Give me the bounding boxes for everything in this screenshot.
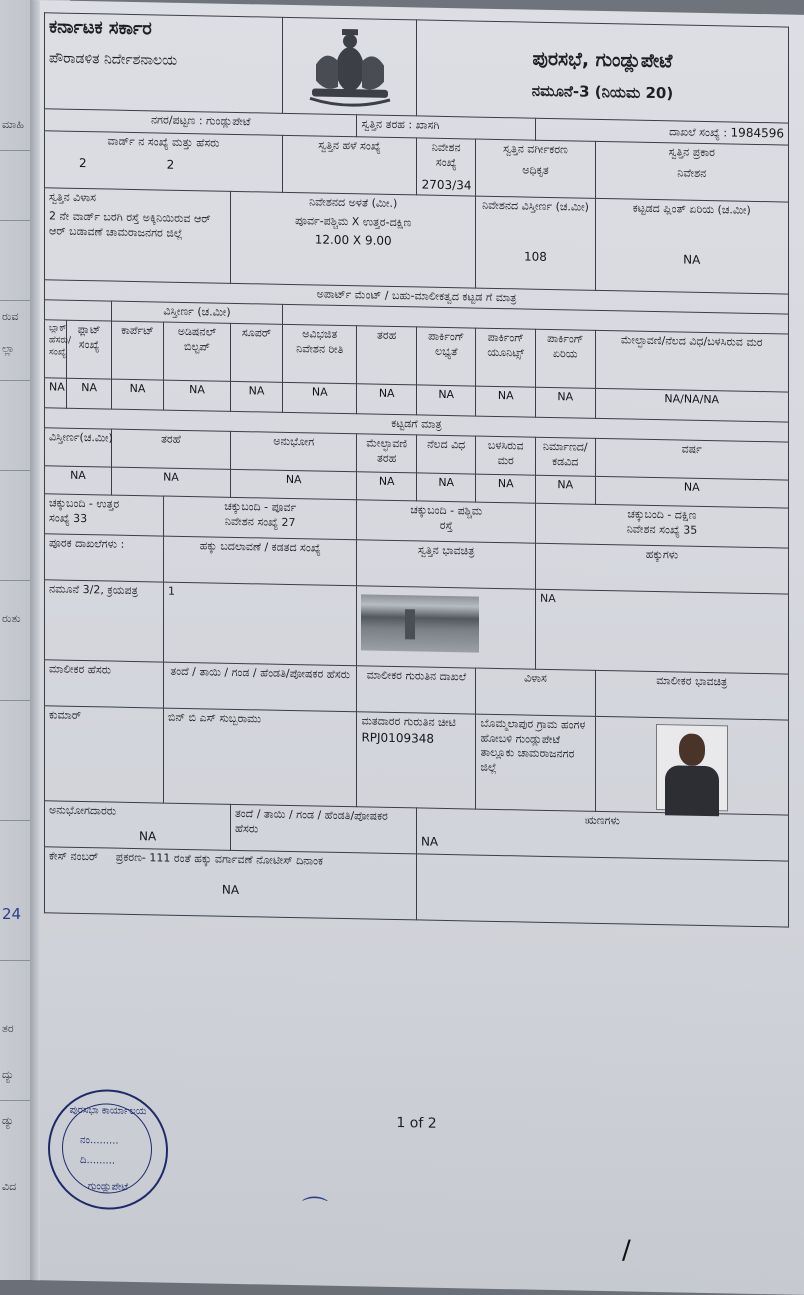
- loans-value: NA: [420, 834, 439, 849]
- plinth-label: ಕಟ್ಟಡದ ಪ್ಲಿಂತ್ ಏರಿಯ (ಚ.ಮೀ): [632, 201, 751, 217]
- seal-top-text: ಪುರಸಭಾ ಕಾರ್ಯಾಲಯ: [69, 1104, 147, 1118]
- owner-value-row: [45, 705, 789, 814]
- building-value: NA: [476, 474, 536, 503]
- photo-body: [665, 765, 719, 816]
- ward-name: 2: [166, 157, 175, 172]
- page-edge: [30, 0, 40, 1280]
- classification-label: ಸ್ವತ್ತಿನ ವರ್ಗೀಕರಣ: [503, 142, 568, 157]
- area-cell: [476, 196, 595, 290]
- apartment-header: ಸೂಪರ್: [230, 323, 282, 382]
- occupant-relation-cell: ತಂದೆ / ತಾಯಿ / ಗಂಡ / ಹೆಂಡತಿ/ಪೋಷಕರ ಹೆಸರು: [230, 804, 416, 854]
- notice-value: NA: [221, 882, 240, 897]
- municipality-name: ಪುರಸಭೆ, ಗುಂಡ್ಲುಪೇಟೆ: [532, 47, 673, 73]
- property-photo: [361, 594, 479, 652]
- building-value: NA: [357, 471, 417, 500]
- photo-figure: [405, 609, 415, 639]
- boundary-east-value: ನಿವೇಶನ ಸಂಖ್ಯೆ 27: [224, 514, 296, 529]
- page-number: 1 of 2: [396, 1115, 437, 1132]
- address-cell: [45, 188, 231, 284]
- dimension-label: ನಿವೇಶನದ ಅಳತೆ (ಮೀ.): [309, 195, 398, 210]
- department-name: ಪೌರಾಡಳಿತ ನಿರ್ದೇಶನಾಲಯ: [49, 50, 178, 70]
- address-value: 2 ನೇ ವಾರ್ಡ್ ಬರಗಿ ರಸ್ತೆ ಅಕ್ಕಿನಿಯಿರುವ ಆರ್ ಆರ್ ಬಡಾವಣೆ ಚಾಮರಾಜನಗರ ಜಿಲ್ಲೆ: [49, 209, 211, 240]
- ward-number: 2: [79, 155, 87, 170]
- owner-photo-cell: [595, 716, 789, 815]
- apartment-header: ಫ್ಲಾಟ್ ಸಂಖ್ಯೆ: [67, 320, 112, 379]
- header-right-cell: [416, 20, 788, 123]
- form-number: ನಮೂನೆ-3 (ನಿಯಮ 20): [531, 81, 674, 102]
- site-number-cell: [416, 138, 476, 196]
- address-label: ಸ್ವತ್ತಿನ ವಿಳಾಸ: [49, 190, 96, 205]
- plinth-value: NA: [683, 252, 701, 267]
- owner-id-label-cell: ಮಾಲೀಕರ ಗುರುತಿನ ದಾಖಲೆ: [357, 665, 476, 713]
- boundary-east-cell: [164, 496, 357, 540]
- form-3-document: [44, 12, 789, 1266]
- dimension-cell: [230, 191, 476, 288]
- seal-bottom-text: ಗುಂಡ್ಲುಪೇಟೆ: [87, 1181, 129, 1193]
- ward-cell: [45, 131, 283, 192]
- apartment-header: ಅಡಿಷನಲ್ ಬಿಲ್ಟಪ್: [164, 322, 231, 381]
- seal-date-line: ದಿ.........: [80, 1154, 116, 1167]
- occupant-label: ಅನುಭೋಗದಾರರು: [49, 803, 117, 818]
- boundary-west-cell: [357, 499, 536, 542]
- underlying-ink-number: 24: [2, 905, 22, 923]
- building-header: ನೆಲದ ವಿಧ: [416, 435, 476, 474]
- classification-cell: [476, 139, 595, 198]
- documents-label-cell: ಪೂರಕ ದಾಖಲೆಗಳು :: [45, 533, 164, 581]
- document-page: [30, 0, 804, 1295]
- underlying-text: ಮಾಹಿ: [2, 118, 24, 131]
- owner-name-cell: ಕುಮಾರ್: [45, 705, 164, 802]
- building-header: ಮೇಲ್ಛಾವಣಿ ತರಹ: [357, 433, 417, 472]
- ward-values: [49, 154, 278, 175]
- apartment-header: ಮೇಲ್ಛಾವಣಿ/ನೆಲದ ವಿಧ/ಬಳಸಿರುವ ಮರ: [595, 330, 789, 392]
- building-value: NA: [45, 465, 112, 494]
- document-value-cell: ನಮೂನೆ 3/2, ಕ್ರಯಪತ್ರ: [45, 579, 164, 661]
- owner-relation-cell: ಬಿನ್ ಬಿ ಎಸ್ ಸುಬ್ಬರಾಮು: [164, 708, 357, 807]
- owner-photo-label-cell: ಮಾಲೀಕರ ಭಾವಚಿತ್ರ: [595, 670, 789, 720]
- loans-cell: [416, 808, 788, 861]
- building-value: NA: [230, 469, 356, 499]
- notice-prefix: ಕೇಸ್ ನಂಬರ್: [49, 849, 99, 864]
- apartment-value: NA: [230, 381, 282, 412]
- site-number-value: 2703/34: [421, 177, 472, 193]
- apartment-area-group: ವಿಸ್ತೀರ್ಣ (ಚ.ಮೀ): [111, 301, 282, 324]
- state-emblem-icon: [287, 20, 412, 112]
- building-section-title: ಕಟ್ಟಡಗೆ ಮಾತ್ರ: [45, 407, 789, 441]
- property-photo-cell: [357, 585, 536, 668]
- underlying-text: ದ್ಯು: [2, 1068, 15, 1081]
- notice-cell: [45, 846, 417, 919]
- emblem-cell: [283, 17, 417, 116]
- boundary-west-value: ರಸ್ತೆ: [439, 518, 453, 532]
- owner-relation-label-cell: ತಂದೆ / ತಾಯಿ / ಗಂಡ / ಹೆಂಡತಿ/ಪೋಷಕರ ಹೆಸರು: [164, 662, 357, 712]
- owner-id-type: ಮತದಾರರ ಗುರುತಿನ ಚೀಟಿ: [361, 714, 456, 729]
- notice-row: [45, 846, 789, 926]
- underlying-text: ವಿದ: [2, 1180, 17, 1193]
- apartment-header: ಅವಿಭಜಿತ ನಿವೇಶನ ರೀತಿ: [283, 324, 357, 383]
- boundary-north-cell: [45, 493, 164, 535]
- apartment-header: ಬ್ಲಾಕ್ ಹೆಸರು/ ಸಂಖ್ಯೆ: [45, 319, 67, 377]
- pen-stroke-icon: /: [622, 1235, 631, 1266]
- header-row: [45, 13, 789, 123]
- notice-empty-cell: [416, 854, 788, 927]
- boundary-east-label: ಚಕ್ಕುಬಂದಿ - ಪೂರ್ವ: [224, 499, 297, 514]
- area-value: 108: [524, 249, 547, 264]
- apartment-section-title: ಅಪಾರ್ಟ್ ಮೆಂಟ್ / ಬಹು-ಮಾಲೀಕತ್ವದ ಕಟ್ಟಡ ಗೆ ಮಾತ್ರ: [45, 280, 789, 314]
- dimension-value: 12.00 X 9.00: [314, 232, 392, 248]
- underlying-text: ಡ್ಯು: [2, 1114, 15, 1127]
- apartment-value: NA: [357, 383, 417, 414]
- owner-id-cell: [357, 711, 476, 808]
- dimension-axis-text: ಪೂರ್ವ-ಪಶ್ಚಿಮ X ಉತ್ತರ-ದಕ್ಷಿಣ: [295, 213, 412, 230]
- owner-name-label-cell: ಮಾಲೀಕರ ಹೆಸರು: [45, 659, 164, 707]
- underlying-text: ರುವ: [2, 310, 19, 323]
- record-number-label: ದಾಖಲೆ ಸಂಖ್ಯೆ :: [669, 125, 728, 140]
- owner-address-label-cell: ವಿಳಾಸ: [476, 668, 595, 716]
- boundary-north-value: ಸಂಖ್ಯೆ 33: [49, 510, 88, 525]
- apartment-value: NA: [416, 385, 476, 416]
- municipal-seal: [48, 1088, 168, 1210]
- notice-label-line: [49, 849, 412, 871]
- apartment-value: NA: [476, 386, 536, 417]
- loans-label: ಋಣಗಳು: [585, 813, 620, 828]
- boundary-north-label: ಚಕ್ಕುಬಂದಿ - ಉತ್ತರ: [49, 496, 120, 511]
- rights-value-cell: NA: [535, 589, 788, 674]
- ward-label: ವಾರ್ಡ್ ನ ಸಂಖ್ಯೆ ಮತ್ತು ಹೆಸರು: [107, 134, 220, 150]
- building-value: NA: [111, 467, 230, 497]
- property-type-cell: ಸ್ವತ್ತಿನ ತರಹ : ಖಾಸಗಿ: [357, 115, 536, 140]
- apartment-value: NA: [111, 379, 163, 410]
- building-header: ನಿರ್ಮಾಣದ/ ಕಡವಿದ: [535, 437, 595, 476]
- apartment-header: ತರಹ: [357, 325, 417, 384]
- boundary-south-label: ಚಕ್ಕುಬಂದಿ - ದಕ್ಷಿಣ: [627, 507, 697, 522]
- notice-label: ಪ್ರಕರಣ- 111 ರಂತೆ ಹಕ್ಕು ವರ್ಗಾವಣೆ ನೋಟೀಸ್ ದಿನಾಂಕ: [115, 850, 323, 868]
- header-left-cell: [45, 13, 283, 114]
- boundary-west-label: ಚಕ್ಕುಬಂದಿ - ಪಶ್ಚಿಮ: [410, 503, 483, 518]
- apartment-value: NA/NA/NA: [595, 388, 789, 422]
- form-table: [44, 12, 789, 927]
- rights-label-cell: ಹಕ್ಕುಗಳು: [535, 543, 788, 594]
- apartment-value: NA: [45, 377, 67, 407]
- boundary-south-cell: [535, 503, 788, 548]
- building-header: ಬಳಸಿರುವ ಮರ: [476, 436, 536, 475]
- underlying-text: ಲ್ಲಾ: [2, 342, 15, 355]
- apartment-value: NA: [283, 382, 357, 413]
- ink-mark-icon: ⌒: [302, 1195, 329, 1226]
- kind-cell: [595, 141, 789, 202]
- government-name: ಕರ್ನಾಟಕ ಸರ್ಕಾರ: [49, 16, 152, 40]
- underlying-text: ರುತು: [2, 612, 21, 625]
- apartment-value: NA: [535, 387, 595, 418]
- owner-id-number: RPJ0109348: [361, 729, 434, 746]
- boundary-south-value: ನಿವೇಶನ ಸಂಖ್ಯೆ 35: [626, 522, 698, 537]
- building-value: NA: [595, 476, 789, 508]
- apartment-header: ಪಾರ್ಕಿಂಗ್ ಏರಿಯ: [535, 329, 595, 388]
- owner-photo: [656, 724, 728, 811]
- apartment-value: NA: [67, 378, 112, 409]
- building-value: NA: [416, 473, 476, 502]
- record-number-value: 1984596: [730, 125, 784, 141]
- apartment-empty-cell: [45, 300, 112, 321]
- transfer-value-cell: 1: [164, 582, 357, 666]
- apartment-header: ಪಾರ್ಕಿಂಗ್ ಯೂನಿಟ್ಸ್: [476, 328, 536, 387]
- apartment-value: NA: [164, 380, 231, 411]
- apartment-header: ಕಾರ್ಪೆಟ್: [111, 321, 163, 380]
- building-header: ಅನುಭೋಗ: [230, 431, 356, 471]
- old-number-cell: ಸ್ವತ್ತಿನ ಹಳೆ ಸಂಖ್ಯೆ: [283, 135, 417, 194]
- plinth-cell: [595, 198, 789, 294]
- building-header: ವರ್ಷ: [595, 438, 789, 480]
- seal-number-line: ನಂ.........: [80, 1134, 119, 1147]
- classification-value: ಅಧಿಕೃತ: [522, 163, 549, 177]
- owner-address-cell: ಬೊಮ್ಮಲಾಪುರ ಗ್ರಾಮ ಹಂಗಳ ಹೋಬಳಿ ಗುಂಡ್ಲುಪೇಟೆ ತಾಲ್ಲೂಕು ಚಾಮರಾಜನಗರ ಜಿಲ್ಲೆ: [476, 714, 595, 811]
- property-photo-label-cell: ಸ್ವತ್ತಿನ ಭಾವಚಿತ್ರ: [357, 539, 536, 588]
- kind-label: ಸ್ವತ್ತಿನ ಪ್ರಕಾರ: [668, 145, 715, 160]
- apartment-header: ಪಾರ್ಕಿಂಗ್ ಲಭ್ಯತೆ: [416, 327, 476, 386]
- building-value: NA: [535, 475, 595, 504]
- transfer-label-cell: ಹಕ್ಕು ಬದಲಾವಣೆ / ಕಡತದ ಸಂಖ್ಯೆ: [164, 536, 357, 586]
- building-header: ತರಹೆ: [111, 429, 230, 469]
- occupant-value: NA: [139, 828, 157, 843]
- occupant-cell: [45, 800, 231, 850]
- underlying-text: ತರ: [2, 1022, 14, 1035]
- site-number-label: ನಿವೇಶನ ಸಂಖ್ಯೆ: [431, 140, 461, 170]
- kind-value: ನಿವೇಶನ: [677, 166, 707, 180]
- area-label: ನಿವೇಶನದ ವಿಸ್ತೀರ್ಣ (ಚ.ಮೀ): [482, 198, 589, 214]
- building-header: ವಿಸ್ತೀರ್ಣ(ಚ.ಮೀ): [45, 427, 112, 466]
- documents-value-row: [45, 579, 789, 673]
- photo-head: [679, 733, 705, 765]
- city-cell: ನಗರ/ಪಟ್ಟಣ : ಗುಂಡ್ಲುಪೇಟೆ: [45, 109, 357, 137]
- address-row: [45, 188, 789, 294]
